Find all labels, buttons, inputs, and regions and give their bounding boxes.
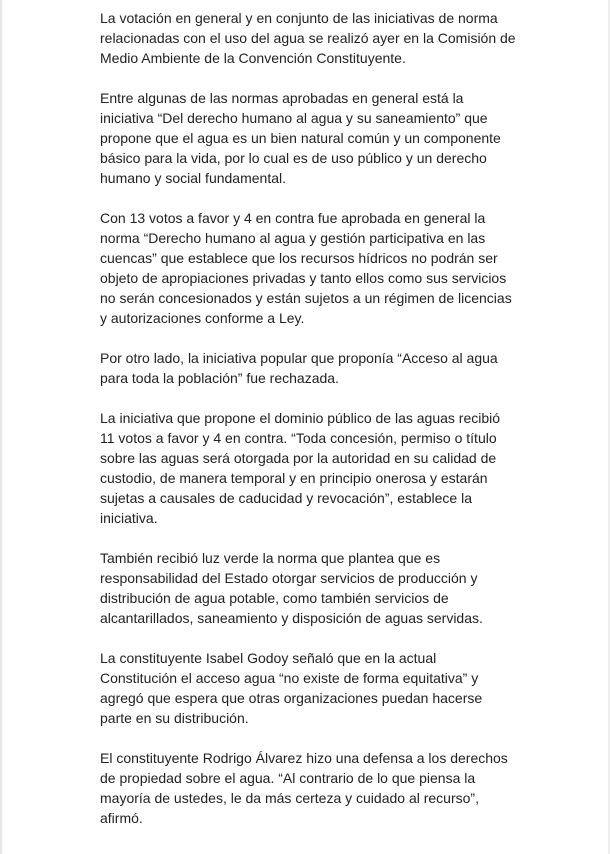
- paragraph-participatory-management: Con 13 votos a favor y 4 en contra fue aprobada en general la norma “Derecho humano al agua y gestión participativa en las cuencas” que establece que los recursos hídricos no podrán ser objeto de apropiaciones privadas y tanto ellos como sus servicios no serán concesionados y están sujetos a un régimen de licencias y autorizaciones conforme a Ley.: [100, 210, 512, 326]
- article-body: [100, 8, 516, 848]
- paragraph-rodrigo-alvarez: El constituyente Rodrigo Álvarez hizo una defensa a los derechos de propiedad sobre el agua. “Al contrario de lo que piensa la mayoría de ustedes, le da más certeza y cuidado al recurso”, afirmó.: [100, 750, 508, 826]
- paragraph-isabel-godoy: La constituyente Isabel Godoy señaló que en la actual Constitución el acceso agua “no existe de forma equitativa” y agregó que espera que otras organizaciones puedan hacerse parte en su distribución.: [100, 650, 483, 726]
- paragraph-popular-initiative: Por otro lado, la iniciativa popular que proponía “Acceso al agua para toda la población” fue rechazada.: [100, 350, 498, 386]
- paragraph-public-domain: La iniciativa que propone el dominio público de las aguas recibió 11 votos a favor y 4 en contra. “Toda concesión, permiso o título sobre las aguas será otorgada por la autoridad en su calidad de custodio, de manera temporal y en principio onerosa y estarán sujetas a causales de caducidad y revocación”, establece la iniciativa.: [100, 410, 501, 526]
- paragraph-human-right-water: Entre algunas de las normas aprobadas en general está la iniciativa “Del derecho humano al agua y su saneamiento” que propone que el agua es un bien natural común y un componente básico para la vida, por lo cual es de uso público y un derecho humano y social fundamental.: [100, 90, 501, 186]
- left-page-border: [0, 0, 2, 854]
- paragraph-state-services: También recibió luz verde la norma que plantea que es responsabilidad del Estado otorgar servicios de producción y distribución de agua potable, como también servicios de alcantarillados, saneamiento y disposición de aguas servidas.: [100, 550, 483, 626]
- paragraph-voting-intro: La votación en general y en conjunto de las iniciativas de norma relacionadas con el uso del agua se realizó ayer en la Comisión de Medio Ambiente de la Convención Constituyente.: [100, 10, 516, 66]
